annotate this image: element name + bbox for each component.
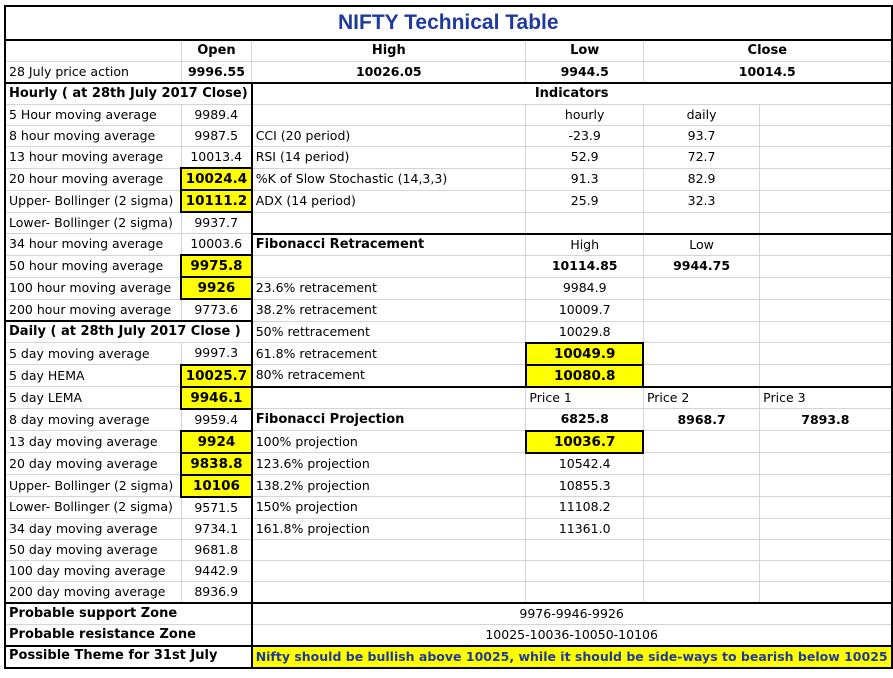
indicator-label: %K of Slow Stochastic (14,3,3) [252,168,526,190]
fib-retracement-value: 10009.7 [526,299,644,321]
hourly-value: 9987.5 [181,126,251,147]
hourly-value-highlight: 9926 [181,277,251,299]
daily-value: 9959.4 [181,409,251,431]
indicator-hourly: 25.9 [526,190,644,212]
fib-retracement-label: 61.8% retracement [252,343,526,365]
daily-label: Upper- Bollinger (2 sigma) [5,475,181,497]
indicator-label: ADX (14 period) [252,190,526,212]
indicator-label: RSI (14 period) [252,147,526,169]
daily-label: 34 day moving average [5,518,181,539]
fib-projection-price2: 8968.7 [643,409,759,431]
fib-projection-label: 161.8% projection [252,518,526,539]
table-row [5,539,892,560]
fib-retracement-col-high: High [526,234,644,256]
fib-projection-price1: 6825.8 [526,409,644,431]
fib-retracement-heading: Fibonacci Retracement [252,234,526,256]
hourly-value-highlight: 10111.2 [181,190,251,212]
table-row [5,299,892,321]
indicator-col-hourly: hourly [526,105,644,126]
fib-retracement-label: 38.2% retracement [252,299,526,321]
indicator-label: CCI (20 period) [252,126,526,147]
table-row [5,190,892,212]
fib-retracement-value-highlight: 10080.8 [526,365,644,387]
daily-label: 8 day moving average [5,409,181,431]
daily-value: 9571.5 [181,497,251,519]
fib-retracement-col-low: Low [643,234,759,256]
daily-label: 5 day moving average [5,343,181,365]
table-row [5,387,892,409]
price-open: 9996.55 [181,62,251,84]
fib-projection-col-price3: Price 3 [760,387,892,409]
daily-value: 9681.8 [181,539,251,560]
fib-projection-value: 11108.2 [526,497,644,519]
theme-row [5,646,892,668]
indicator-daily: 72.7 [643,147,759,169]
hourly-value: 10003.6 [181,234,251,256]
table-row [5,409,892,431]
hourly-label: 100 hour moving average [5,277,181,299]
daily-label: 50 day moving average [5,539,181,560]
indicator-hourly: 52.9 [526,147,644,169]
fib-projection-heading: Fibonacci Projection [252,409,526,431]
table-row [5,431,892,453]
resistance-zone-value: 10025-10036-10050-10106 [252,624,892,646]
fib-retracement-label: 50% rettracement [252,321,526,343]
indicator-daily: 32.3 [643,190,759,212]
hourly-label: Upper- Bollinger (2 sigma) [5,190,181,212]
fib-projection-label: 100% projection [252,431,526,453]
fib-retracement-label: 80% retracement [252,365,526,387]
daily-label: 5 day HEMA [5,365,181,387]
daily-value: 8936.9 [181,581,251,603]
theme-label: Possible Theme for 31st July [5,646,252,668]
hourly-label: 50 hour moving average [5,255,181,277]
fib-projection-label: 138.2% projection [252,475,526,497]
indicator-col-daily: daily [643,105,759,126]
fib-retracement-value-highlight: 10049.9 [526,343,644,365]
daily-heading: Daily ( at 28th July 2017 Close ) [5,321,252,343]
fib-retracement-value: 9984.9 [526,277,644,299]
hourly-label: 34 hour moving average [5,234,181,256]
fib-projection-value: 10855.3 [526,475,644,497]
fib-retracement-low: 9944.75 [643,255,759,277]
hourly-value: 10013.4 [181,147,251,169]
daily-value: 9734.1 [181,518,251,539]
indicator-daily: 93.7 [643,126,759,147]
daily-value-highlight: 9924 [181,431,251,453]
hourly-label: 13 hour moving average [5,147,181,169]
price-action-row [5,62,892,84]
hourly-value: 9989.4 [181,105,251,126]
hourly-label: Lower- Bollinger (2 sigma) [5,212,181,234]
daily-value-highlight: 9946.1 [181,387,251,409]
theme-value: Nifty should be bullish above 10025, while it should be side-ways to bearish below 10025 [252,646,892,668]
page-title: NIFTY Technical Table [5,6,892,40]
hourly-value-highlight: 10024.4 [181,168,251,190]
daily-value-highlight: 10106 [181,475,251,497]
table-row [5,255,892,277]
resistance-zone-row [5,624,892,646]
table-row [5,560,892,581]
col-open-header: Open [181,40,251,62]
table-row [5,365,892,387]
support-zone-label: Probable support Zone [5,603,252,625]
fib-projection-price3: 7893.8 [760,409,892,431]
daily-label: 13 day moving average [5,431,181,453]
table-row [5,168,892,190]
hourly-value: 9937.7 [181,212,251,234]
table-row [5,343,892,365]
table-row [5,497,892,519]
table-row [5,212,892,234]
table-row [5,321,892,343]
fib-retracement-value: 10029.8 [526,321,644,343]
table-row [5,105,892,126]
fib-projection-col-price1: Price 1 [526,387,644,409]
support-zone-value: 9976-9946-9926 [252,603,892,625]
hourly-label: 200 hour moving average [5,299,181,321]
daily-label: 100 day moving average [5,560,181,581]
hourly-value-highlight: 9975.8 [181,255,251,277]
fib-retracement-label: 23.6% retracement [252,277,526,299]
daily-label: Lower- Bollinger (2 sigma) [5,497,181,519]
daily-value: 9442.9 [181,560,251,581]
support-zone-row [5,603,892,625]
table-row [5,277,892,299]
resistance-zone-label: Probable resistance Zone [5,624,252,646]
price-action-label: 28 July price action [5,62,181,84]
daily-label: 5 day LEMA [5,387,181,409]
indicator-daily: 82.9 [643,168,759,190]
table-row [5,234,892,256]
col-low-header: Low [526,40,644,62]
price-high: 10026.05 [252,62,526,84]
hourly-label: 8 hour moving average [5,126,181,147]
fib-projection-col-price2: Price 2 [643,387,759,409]
col-close-header: Close [643,40,891,62]
fib-projection-label: 123.6% projection [252,453,526,475]
price-low: 9944.5 [526,62,644,84]
fib-projection-value: 10542.4 [526,453,644,475]
fib-projection-value: 11361.0 [526,518,644,539]
col-high-header: High [252,40,526,62]
daily-value: 9997.3 [181,343,251,365]
indicators-heading: Indicators [252,83,892,105]
hourly-label: 5 Hour moving average [5,105,181,126]
price-close: 10014.5 [643,62,891,84]
table-row [5,581,892,603]
price-header-row [5,40,892,62]
table-row [5,518,892,539]
hourly-heading: Hourly ( at 28th July 2017 Close) [5,83,252,105]
daily-label: 200 day moving average [5,581,181,603]
daily-value-highlight: 10025.7 [181,365,251,387]
table-row [5,126,892,147]
table-row [5,453,892,475]
table-row [5,475,892,497]
daily-value-highlight: 9838.8 [181,453,251,475]
fib-projection-value-highlight: 10036.7 [526,431,644,453]
indicator-hourly: -23.9 [526,126,644,147]
hourly-label: 20 hour moving average [5,168,181,190]
hourly-value: 9773.6 [181,299,251,321]
nifty-technical-table [4,5,893,669]
daily-label: 20 day moving average [5,453,181,475]
table-row [5,147,892,169]
indicator-hourly: 91.3 [526,168,644,190]
fib-retracement-high: 10114.85 [526,255,644,277]
fib-projection-label: 150% projection [252,497,526,519]
